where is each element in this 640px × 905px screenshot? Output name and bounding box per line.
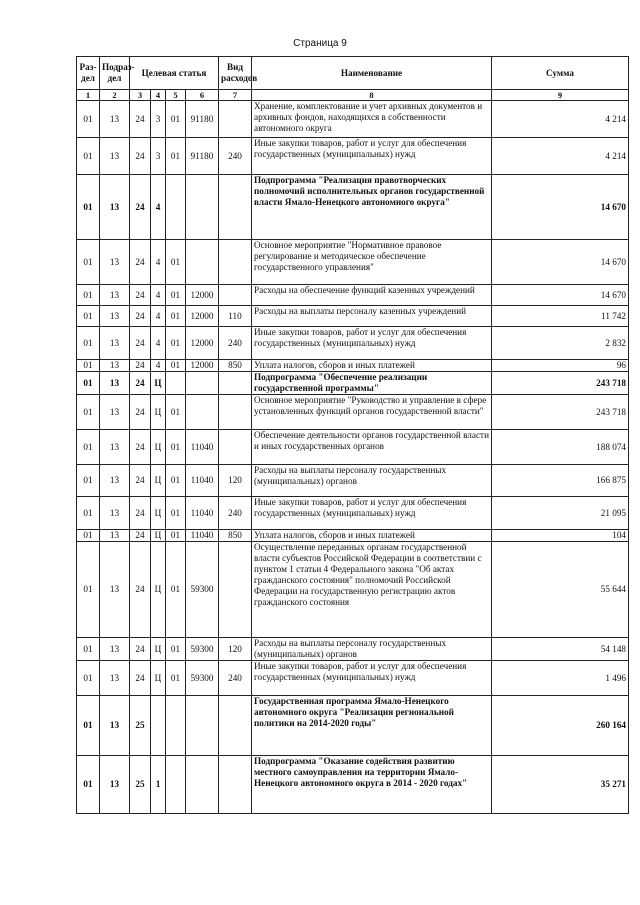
summa-cell: 11 742	[492, 306, 629, 327]
razdel-cell: 01	[77, 175, 100, 240]
table-row	[77, 497, 629, 530]
celevaya-3-cell: 01	[166, 530, 186, 542]
podrazdel-cell: 13	[100, 101, 130, 138]
header-razdel: Раз-дел	[77, 57, 100, 90]
celevaya-3-cell: 01	[166, 430, 186, 465]
table-row	[77, 360, 629, 372]
table-row	[77, 756, 629, 814]
vid-rashodov-cell: 120	[219, 638, 252, 661]
celevaya-4-cell	[186, 756, 219, 814]
celevaya-1-cell: 24	[130, 372, 151, 395]
podrazdel-cell: 13	[100, 465, 130, 497]
celevaya-4-cell: 12000	[186, 360, 219, 372]
celevaya-3-cell: 01	[166, 360, 186, 372]
podrazdel-cell: 13	[100, 285, 130, 306]
celevaya-4-cell: 12000	[186, 327, 219, 360]
celevaya-1-cell: 24	[130, 175, 151, 240]
razdel-cell: 01	[77, 138, 100, 175]
vid-rashodov-cell: 110	[219, 306, 252, 327]
celevaya-4-cell: 91180	[186, 101, 219, 138]
razdel-cell: 01	[77, 696, 100, 756]
summa-cell: 188 074	[492, 430, 629, 465]
summa-cell: 54 148	[492, 638, 629, 661]
celevaya-1-cell: 24	[130, 101, 151, 138]
summa-cell: 96	[492, 360, 629, 372]
celevaya-3-cell: 01	[166, 306, 186, 327]
celevaya-1-cell: 25	[130, 696, 151, 756]
celevaya-3-cell: 01	[166, 497, 186, 530]
naimenovanie-cell: Хранение, комплектование и учет архивных документов и архивных фондов, находящихся в собственности автономного округа	[252, 101, 492, 138]
razdel-cell: 01	[77, 327, 100, 360]
table-row	[77, 430, 629, 465]
summa-cell: 2 832	[492, 327, 629, 360]
table-row	[77, 306, 629, 327]
celevaya-4-cell	[186, 696, 219, 756]
table-body	[77, 101, 629, 814]
vid-rashodov-cell	[219, 696, 252, 756]
summa-cell: 21 095	[492, 497, 629, 530]
table-row	[77, 175, 629, 240]
celevaya-3-cell	[166, 175, 186, 240]
summa-cell: 4 214	[492, 138, 629, 175]
razdel-cell: 01	[77, 430, 100, 465]
naimenovanie-cell: Уплата налогов, сборов и иных платежей	[252, 530, 492, 542]
razdel-cell: 01	[77, 497, 100, 530]
table-row	[77, 638, 629, 661]
vid-rashodov-cell	[219, 372, 252, 395]
celevaya-1-cell: 24	[130, 138, 151, 175]
table-header	[77, 57, 629, 101]
table-row	[77, 372, 629, 395]
razdel-cell: 01	[77, 661, 100, 696]
celevaya-2-cell: Ц	[151, 430, 166, 465]
budget-table	[76, 56, 629, 814]
celevaya-4-cell	[186, 240, 219, 285]
vid-rashodov-cell: 240	[219, 138, 252, 175]
celevaya-3-cell: 01	[166, 661, 186, 696]
summa-cell: 4 214	[492, 101, 629, 138]
celevaya-3-cell: 01	[166, 395, 186, 430]
summa-cell: 14 670	[492, 285, 629, 306]
vid-rashodov-cell	[219, 756, 252, 814]
table-row	[77, 138, 629, 175]
celevaya-4-cell: 59300	[186, 661, 219, 696]
celevaya-2-cell: 4	[151, 327, 166, 360]
celevaya-1-cell: 24	[130, 497, 151, 530]
razdel-cell: 01	[77, 372, 100, 395]
vid-rashodov-cell: 850	[219, 530, 252, 542]
naimenovanie-cell: Уплата налогов, сборов и иных платежей	[252, 360, 492, 372]
razdel-cell: 01	[77, 395, 100, 430]
naimenovanie-cell: Основное мероприятие "Руководство и управление в сфере установленных функций органов государственной власти"	[252, 395, 492, 430]
podrazdel-cell: 13	[100, 360, 130, 372]
table-row	[77, 465, 629, 497]
razdel-cell: 01	[77, 101, 100, 138]
razdel-cell: 01	[77, 756, 100, 814]
naimenovanie-cell: Подпрограмма "Оказание содействия развитию местного самоуправления на территории Ямало-Ненецкого автономного округа в 2014 - 2020 годах"	[252, 756, 492, 814]
table-row	[77, 542, 629, 638]
vid-rashodov-cell: 850	[219, 360, 252, 372]
celevaya-3-cell: 01	[166, 240, 186, 285]
celevaya-1-cell: 24	[130, 542, 151, 638]
celevaya-4-cell	[186, 395, 219, 430]
naimenovanie-cell: Подпрограмма "Реализация правотворческих полномочий исполнительных органов государственной власти Ямало-Ненецкого автономного округа"	[252, 175, 492, 240]
celevaya-3-cell: 01	[166, 101, 186, 138]
vid-rashodov-cell: 240	[219, 497, 252, 530]
celevaya-1-cell: 24	[130, 465, 151, 497]
celevaya-2-cell: Ц	[151, 465, 166, 497]
col-number: 3	[130, 90, 151, 101]
naimenovanie-cell: Основное мероприятие "Нормативное правовое регулирование и методическое обеспечение государственного управления"	[252, 240, 492, 285]
col-number: 1	[77, 90, 100, 101]
celevaya-1-cell: 24	[130, 638, 151, 661]
celevaya-2-cell: 4	[151, 360, 166, 372]
naimenovanie-cell: Иные закупки товаров, работ и услуг для обеспечения государственных (муниципальных) нужд	[252, 661, 492, 696]
naimenovanie-cell: Осуществление переданных органам государственной власти субъектов Российской Федерации в соответствии с пунктом 1 статьи 4 Федерального закона "Об актах гражданского состояния" полномочий Российской Федерации на государственную регистрацию актов гражданского состояния	[252, 542, 492, 638]
celevaya-2-cell: 4	[151, 285, 166, 306]
celevaya-4-cell: 12000	[186, 285, 219, 306]
celevaya-4-cell	[186, 175, 219, 240]
celevaya-1-cell: 24	[130, 327, 151, 360]
naimenovanie-cell: Иные закупки товаров, работ и услуг для обеспечения государственных (муниципальных) нужд	[252, 497, 492, 530]
podrazdel-cell: 13	[100, 638, 130, 661]
table-row	[77, 661, 629, 696]
summa-cell: 166 875	[492, 465, 629, 497]
table-row	[77, 101, 629, 138]
celevaya-4-cell: 59300	[186, 542, 219, 638]
podrazdel-cell: 13	[100, 661, 130, 696]
celevaya-1-cell: 24	[130, 395, 151, 430]
podrazdel-cell: 13	[100, 395, 130, 430]
razdel-cell: 01	[77, 360, 100, 372]
table-row	[77, 285, 629, 306]
celevaya-2-cell: 1	[151, 756, 166, 814]
table-row	[77, 530, 629, 542]
naimenovanie-cell: Иные закупки товаров, работ и услуг для обеспечения государственных (муниципальных) нужд	[252, 138, 492, 175]
col-number: 6	[186, 90, 219, 101]
vid-rashodov-cell	[219, 395, 252, 430]
header-celevaya-statya: Целевая статья	[130, 57, 219, 90]
celevaya-3-cell: 01	[166, 638, 186, 661]
vid-rashodov-cell	[219, 101, 252, 138]
podrazdel-cell: 13	[100, 497, 130, 530]
col-number: 5	[166, 90, 186, 101]
page-number-label: Страница 9	[293, 38, 347, 49]
razdel-cell: 01	[77, 530, 100, 542]
header-podrazdel: Подраз-дел	[100, 57, 130, 90]
podrazdel-cell: 13	[100, 175, 130, 240]
celevaya-2-cell	[151, 696, 166, 756]
vid-rashodov-cell: 240	[219, 327, 252, 360]
celevaya-2-cell: 4	[151, 306, 166, 327]
podrazdel-cell: 13	[100, 372, 130, 395]
vid-rashodov-cell	[219, 542, 252, 638]
table-row	[77, 327, 629, 360]
podrazdel-cell: 13	[100, 530, 130, 542]
col-number: 7	[219, 90, 252, 101]
razdel-cell: 01	[77, 285, 100, 306]
podrazdel-cell: 13	[100, 430, 130, 465]
celevaya-1-cell: 24	[130, 360, 151, 372]
celevaya-2-cell: Ц	[151, 395, 166, 430]
summa-cell: 260 164	[492, 696, 629, 756]
celevaya-1-cell: 25	[130, 756, 151, 814]
vid-rashodov-cell	[219, 240, 252, 285]
celevaya-2-cell: 4	[151, 240, 166, 285]
summa-cell: 1 496	[492, 661, 629, 696]
podrazdel-cell: 13	[100, 756, 130, 814]
podrazdel-cell: 13	[100, 138, 130, 175]
razdel-cell: 01	[77, 638, 100, 661]
celevaya-4-cell: 91180	[186, 138, 219, 175]
celevaya-2-cell: 3	[151, 101, 166, 138]
naimenovanie-cell: Иные закупки товаров, работ и услуг для обеспечения государственных (муниципальных) нужд	[252, 327, 492, 360]
celevaya-4-cell: 11040	[186, 430, 219, 465]
celevaya-2-cell: Ц	[151, 372, 166, 395]
summa-cell: 104	[492, 530, 629, 542]
col-number: 2	[100, 90, 130, 101]
celevaya-4-cell	[186, 372, 219, 395]
celevaya-2-cell: Ц	[151, 497, 166, 530]
column-numbers-row	[77, 90, 629, 101]
celevaya-4-cell: 11040	[186, 465, 219, 497]
celevaya-3-cell	[166, 372, 186, 395]
summa-cell: 243 718	[492, 395, 629, 430]
celevaya-2-cell: 3	[151, 138, 166, 175]
naimenovanie-cell: Расходы на выплаты персоналу государственных (муниципальных) органов	[252, 465, 492, 497]
summa-cell: 14 670	[492, 240, 629, 285]
podrazdel-cell: 13	[100, 327, 130, 360]
celevaya-1-cell: 24	[130, 306, 151, 327]
celevaya-4-cell: 11040	[186, 530, 219, 542]
celevaya-3-cell: 01	[166, 138, 186, 175]
summa-cell: 243 718	[492, 372, 629, 395]
vid-rashodov-cell: 240	[219, 661, 252, 696]
vid-rashodov-cell	[219, 175, 252, 240]
celevaya-3-cell: 01	[166, 465, 186, 497]
naimenovanie-cell: Подпрограмма "Обеспечение реализации государственной программы"	[252, 372, 492, 395]
header-naimenovanie: Наименование	[252, 57, 492, 90]
podrazdel-cell: 13	[100, 696, 130, 756]
celevaya-2-cell: Ц	[151, 530, 166, 542]
col-number: 8	[252, 90, 492, 101]
podrazdel-cell: 13	[100, 306, 130, 327]
razdel-cell: 01	[77, 465, 100, 497]
celevaya-1-cell: 24	[130, 661, 151, 696]
vid-rashodov-cell: 120	[219, 465, 252, 497]
table-row	[77, 696, 629, 756]
vid-rashodov-cell	[219, 430, 252, 465]
celevaya-3-cell: 01	[166, 542, 186, 638]
podrazdel-cell: 13	[100, 240, 130, 285]
summa-cell: 35 271	[492, 756, 629, 814]
celevaya-3-cell	[166, 696, 186, 756]
podrazdel-cell: 13	[100, 542, 130, 638]
celevaya-3-cell: 01	[166, 327, 186, 360]
celevaya-1-cell: 24	[130, 240, 151, 285]
razdel-cell: 01	[77, 306, 100, 327]
celevaya-2-cell: Ц	[151, 661, 166, 696]
naimenovanie-cell: Государственная программа Ямало-Ненецкого автономного округа "Реализация региональной политики на 2014-2020 годы"	[252, 696, 492, 756]
col-number: 9	[492, 90, 629, 101]
razdel-cell: 01	[77, 240, 100, 285]
celevaya-3-cell: 01	[166, 285, 186, 306]
summa-cell: 14 670	[492, 175, 629, 240]
summa-cell: 55 644	[492, 542, 629, 638]
celevaya-1-cell: 24	[130, 530, 151, 542]
celevaya-1-cell: 24	[130, 285, 151, 306]
header-summa: Сумма	[492, 57, 629, 90]
razdel-cell: 01	[77, 542, 100, 638]
naimenovanie-cell: Расходы на выплаты персоналу государственных (муниципальных) органов	[252, 638, 492, 661]
naimenovanie-cell: Расходы на выплаты персоналу казенных учреждений	[252, 306, 492, 327]
header-vid-rashodov: Вид расходов	[219, 57, 252, 90]
table-row	[77, 240, 629, 285]
naimenovanie-cell: Обеспечение деятельности органов государственной власти и иных государственных органов	[252, 430, 492, 465]
col-number: 4	[151, 90, 166, 101]
celevaya-2-cell: 4	[151, 175, 166, 240]
celevaya-2-cell: Ц	[151, 638, 166, 661]
celevaya-4-cell: 59300	[186, 638, 219, 661]
celevaya-3-cell	[166, 756, 186, 814]
table-row	[77, 395, 629, 430]
celevaya-4-cell: 11040	[186, 497, 219, 530]
naimenovanie-cell: Расходы на обеспечение функций казенных учреждений	[252, 285, 492, 306]
celevaya-1-cell: 24	[130, 430, 151, 465]
celevaya-2-cell: Ц	[151, 542, 166, 638]
celevaya-4-cell: 12000	[186, 306, 219, 327]
vid-rashodov-cell	[219, 285, 252, 306]
